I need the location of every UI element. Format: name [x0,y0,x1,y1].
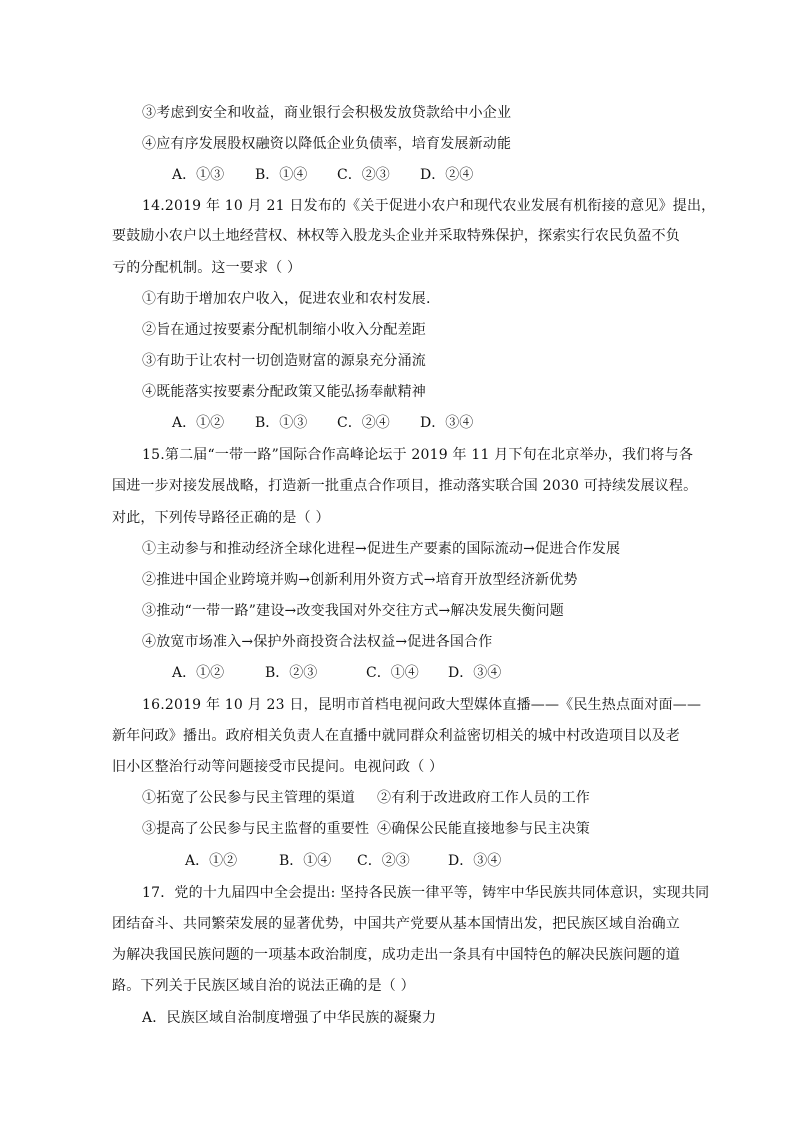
q15-statement-1: ①主动参与和推动经济全球化进程→促进生产要素的国际流动→促进合作发展 [142,541,621,557]
q15-stem-line-3: 对此，下列传导路径正确的是（ ） [112,510,330,526]
q14-option-b: B．①③ [255,415,308,431]
q13-statement-3: ③考虑到安全和收益，商业银行会积极发放贷款给中小企业 [142,105,512,121]
q13-option-d: D．②④ [420,167,474,183]
q14-stem-line-2: 要鼓励小农户以土地经营权、林权等入股龙头企业并采取特殊保护，探索实行农民负盈不负 [112,228,680,244]
q17-stem-line-4: 路。下列关于民族区域自治的说法正确的是（ ） [112,978,415,994]
q15-statement-3: ③推动“一带一路”建设→改变我国对外交往方式→解决发展失衡问题 [142,603,564,619]
q16-statement-4: ④确保公民能直接地参与民主决策 [377,821,590,837]
q14-statement-4: ④既能落实按要素分配政策又能弘扬奉献精神 [142,384,426,400]
q14-stem-line-3: 亏的分配机制。这一要求（ ） [112,260,302,276]
q16-option-b: B．①④ [279,853,332,869]
q16-statement-1: ①拓宽了公民参与民主管理的渠道 [142,790,355,806]
q17-stem-line-1: 17．党的十九届四中全会提出: 坚持各民族一律平等，铸牢中华民族共同体意识，实现共同 [142,885,710,901]
q15-option-b: B．②③ [265,665,318,681]
q16-option-c: C．②③ [357,853,410,869]
q17-stem-line-2: 团结奋斗、共同繁荣发展的显著优势，中国共产党要从基本国情出发，把民族区域自治确立 [112,916,680,932]
q16-stem-line-3: 旧小区整治行动等问题接受市民提问。电视问政（ ） [112,759,444,775]
q15-stem-line-1: 15.第二届“一带一路”国际合作高峰论坛于 2019 年 11 月下旬在北京举办，我们将与各 [142,447,694,463]
q14-statement-3: ③有助于让农村一切创造财富的源泉充分涌流 [142,353,426,369]
q14-stem-line-1: 14.2019 年 10 月 21 日发布的《关于促进小农户和现代农业发展有机衔接的意见》提出， [142,198,716,214]
q13-option-a: A．①③ [172,167,225,183]
q16-stem-line-2: 新年问政》播出。政府相关负责人在直播中就同群众利益密切相关的城中村改造项目以及老 [112,728,680,744]
q16-stem-line-1: 16.2019 年 10 月 23 日，昆明市首档电视问政大型媒体直播——《民生热点面对面—— [142,697,702,713]
q14-statement-2: ②旨在通过按要素分配机制缩小收入分配差距 [142,322,426,338]
q15-statement-2: ②推进中国企业跨境并购→创新利用外资方式→培育开放型经济新优势 [142,572,578,588]
q15-option-c: C．①④ [366,665,419,681]
q15-option-a: A．①② [172,665,225,681]
q16-statement-2: ②有利于改进政府工作人员的工作 [377,790,590,806]
q16-statement-3: ③提高了公民参与民主监督的重要性 [142,821,370,837]
q13-option-b: B．①④ [255,167,308,183]
q13-statement-4: ④应有序发展股权融资以降低企业负债率，培育发展新动能 [142,136,512,152]
q15-stem-line-2: 国进一步对接发展战略，打造新一批重点合作项目，推动落实联合国 2030 可持续发展议程。 [112,478,698,494]
q17-stem-line-3: 为解决我国民族问题的一项基本政治制度，成功走出一条具有中国特色的解决民族问题的道 [112,947,680,963]
q15-option-d: D．③④ [448,665,502,681]
q14-option-a: A．①② [172,415,225,431]
q14-option-d: D．③④ [420,415,474,431]
q17-option-a: A．民族区域自治制度增强了中华民族的凝聚力 [142,1010,437,1026]
q13-option-c: C．②③ [337,167,390,183]
q16-option-a: A．①② [185,853,238,869]
q14-statement-1: ①有助于增加农户收入，促进农业和农村发展. [142,291,431,307]
q16-option-d: D．③④ [448,853,502,869]
q14-option-c: C．②④ [337,415,390,431]
q15-statement-4: ④放宽市场准入→保护外商投资合法权益→促进各国合作 [142,634,493,650]
